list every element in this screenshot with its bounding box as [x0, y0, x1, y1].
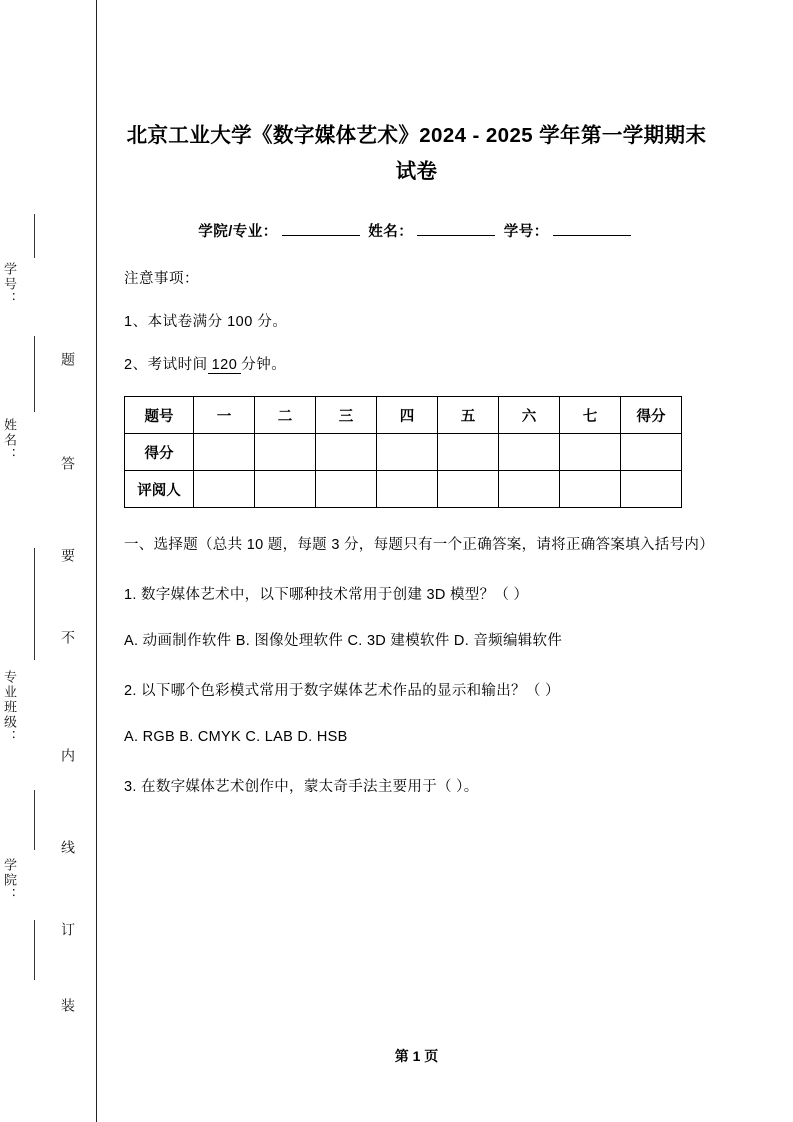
label-student-id: 学号： — [503, 224, 549, 240]
score-cell: 五 — [438, 397, 499, 434]
seal-rule — [34, 548, 35, 660]
seal-word-6: 订 — [60, 922, 76, 939]
seal-word-4: 内 — [60, 748, 76, 765]
score-cell[interactable] — [560, 471, 621, 508]
sealing-column — [0, 0, 96, 1122]
label-name: 姓名： — [368, 224, 414, 240]
note-1-prefix: 1、 — [124, 314, 148, 330]
note-2-prefix: 2、 — [124, 357, 148, 373]
blank-name[interactable] — [417, 235, 495, 236]
score-cell[interactable] — [438, 434, 499, 471]
seal-word-7: 装 — [60, 998, 76, 1015]
page-footer: 第 1 页 — [394, 1048, 439, 1064]
page-title: 北京工业大学《数字媒体艺术》2024 - 2025 学年第一学期期末试卷 — [126, 124, 707, 183]
score-cell[interactable] — [560, 434, 621, 471]
score-cell: 三 — [316, 397, 377, 434]
seal-field-student-id: 学号： — [2, 262, 17, 307]
section-heading: 一、选择题（总共 10 题，每题 3 分，每题只有一个正确答案，请将正确答案填入括号内） — [124, 537, 715, 553]
score-cell[interactable] — [377, 434, 438, 471]
table-row — [125, 434, 682, 471]
seal-word-5: 线 — [60, 840, 76, 857]
score-cell[interactable] — [194, 471, 255, 508]
seal-word-1: 答 — [60, 456, 76, 473]
seal-field-class: 专业班级： — [2, 670, 17, 745]
score-cell[interactable] — [194, 434, 255, 471]
seal-word-2: 要 — [60, 548, 76, 565]
score-cell[interactable] — [499, 434, 560, 471]
score-cell[interactable] — [377, 471, 438, 508]
seal-word-3: 不 — [60, 630, 76, 647]
question-1-stem: 1. 数字媒体艺术中，以下哪种技术常用于创建 3D 模型？（ ） — [124, 587, 529, 603]
seal-rule — [34, 336, 35, 412]
seal-rule — [34, 790, 35, 850]
note-item-2 — [124, 353, 709, 374]
seal-rule — [34, 214, 35, 258]
label-department: 学院/专业： — [198, 224, 278, 240]
identity-line — [124, 220, 709, 241]
score-cell: 七 — [560, 397, 621, 434]
note-2-duration: 120 — [208, 357, 242, 374]
question-2-options: A. RGB B. CMYK C. LAB D. HSB — [124, 729, 348, 745]
notes-heading: 注意事项： — [124, 271, 199, 287]
score-cell: 二 — [255, 397, 316, 434]
score-row-header: 评阅人 — [125, 471, 194, 508]
score-cell: 得分 — [621, 397, 682, 434]
seal-field-name: 姓名： — [2, 418, 17, 463]
question-2-stem: 2. 以下哪个色彩模式常用于数字媒体艺术作品的显示和输出？（ ） — [124, 683, 560, 699]
score-table — [124, 396, 682, 508]
score-cell[interactable] — [316, 434, 377, 471]
table-row — [125, 471, 682, 508]
question-1-options: A. 动画制作软件 B. 图像处理软件 C. 3D 建模软件 D. 音频编辑软件 — [124, 633, 563, 649]
score-cell[interactable] — [255, 471, 316, 508]
score-cell: 六 — [499, 397, 560, 434]
question-3-stem: 3. 在数字媒体艺术创作中，蒙太奇手法主要用于（ ）。 — [124, 779, 479, 795]
score-cell[interactable] — [621, 434, 682, 471]
seal-field-department: 学院： — [2, 858, 17, 903]
score-cell: 四 — [377, 397, 438, 434]
score-cell[interactable] — [316, 471, 377, 508]
note-2-text-after: 分钟。 — [241, 357, 287, 373]
score-cell[interactable] — [499, 471, 560, 508]
exam-paper — [124, 0, 715, 1122]
score-cell[interactable] — [438, 471, 499, 508]
sealing-vertical-line — [96, 0, 97, 1122]
note-item-1 — [124, 310, 709, 331]
seal-rule — [34, 920, 35, 980]
table-row — [125, 397, 682, 434]
score-cell: 一 — [194, 397, 255, 434]
blank-student-id[interactable] — [553, 235, 631, 236]
seal-word-0: 题 — [60, 352, 76, 369]
blank-department[interactable] — [282, 235, 360, 236]
note-2-text-before: 考试时间 — [147, 357, 208, 373]
score-cell[interactable] — [255, 434, 316, 471]
score-cell[interactable] — [621, 471, 682, 508]
note-1-text: 本试卷满分 100 分。 — [147, 314, 288, 330]
score-row-header: 题号 — [125, 397, 194, 434]
score-row-header: 得分 — [125, 434, 194, 471]
